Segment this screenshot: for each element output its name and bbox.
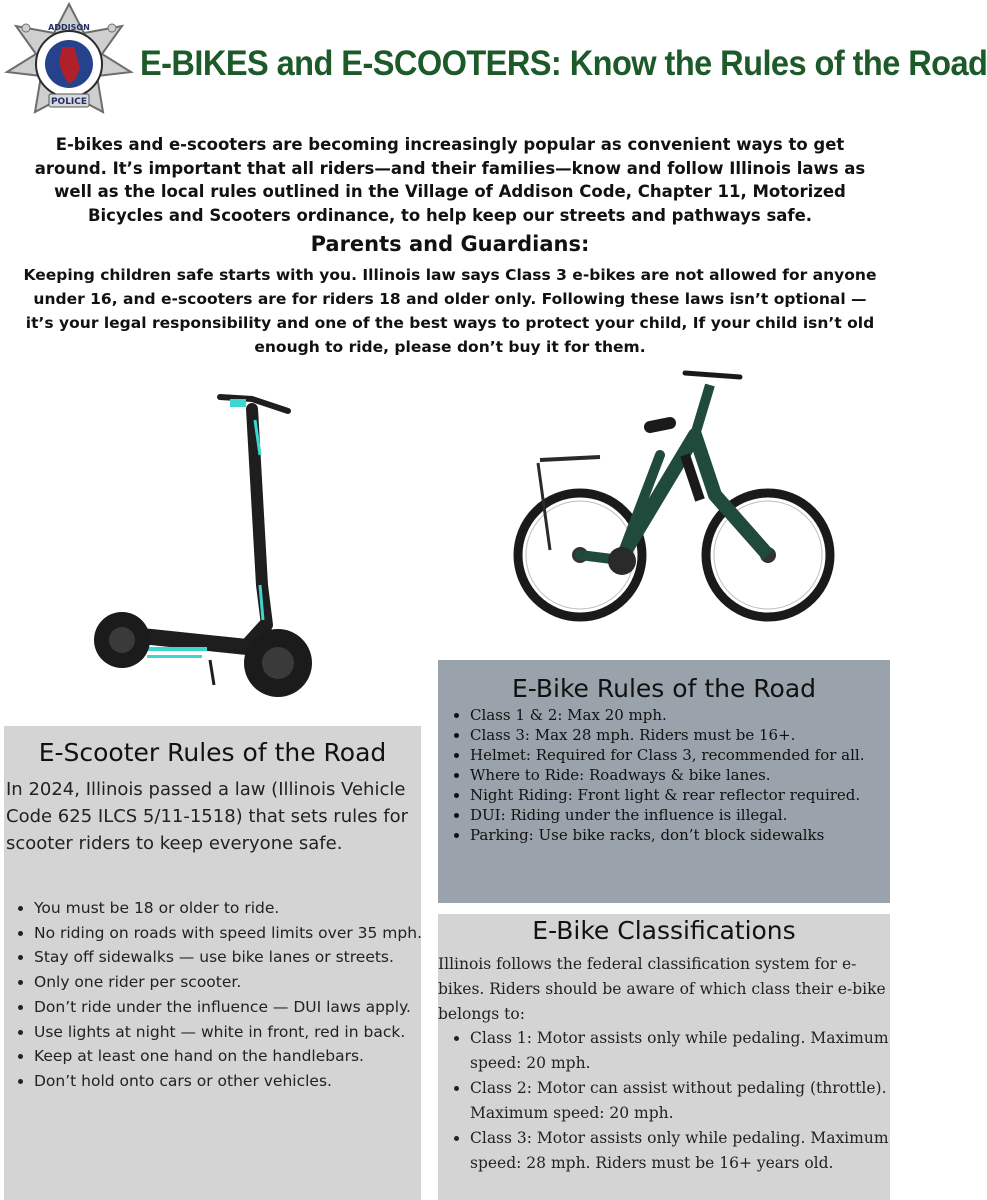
ebike-classifications-panel [438, 914, 890, 1200]
parents-heading: Parents and Guardians: [310, 232, 590, 256]
ebike-rules-heading: E-Bike Rules of the Road [511, 674, 817, 703]
escooter-rules-lead: In 2024, Illinois passed a law (Illinois Vehicle Code 625 ILCS 5/11-1518) that sets rules for scooter riders to keep everyone safe. [6, 779, 409, 854]
ebike-classifications-list [456, 1026, 890, 1176]
list-item: • Only one rider per scooter. [34, 970, 432, 995]
badge-bottom-text: POLICE [50, 97, 88, 107]
list-item: • Don’t ride under the influence — DUI laws apply. [34, 995, 432, 1020]
escooter-rules-heading: E-Scooter Rules of the Road [38, 738, 387, 767]
list-item: • Use lights at night — white in front, red in back. [34, 1020, 432, 1045]
escooter-rules-panel [4, 726, 421, 1200]
list-item: • Class 1: Motor assists only while pedaling. Maximum speed: 20 mph. [470, 1026, 890, 1076]
list-item: • Where to Ride: Roadways & bike lanes. [470, 766, 904, 785]
escooter-rules-list [16, 896, 432, 1094]
list-item: • Class 3: Motor assists only while pedaling. Maximum speed: 28 mph. Riders must be 16+ years old. [470, 1126, 890, 1176]
list-item: • Night Riding: Front light & rear reflector required. [470, 786, 904, 805]
list-item: • You must be 18 or older to ride. [34, 896, 432, 921]
ebike-classifications-heading: E-Bike Classifications [532, 916, 796, 945]
list-item: • Helmet: Required for Class 3, recommended for all. [470, 746, 904, 765]
list-item: • Stay off sidewalks — use bike lanes or streets. [34, 945, 432, 970]
ebike-rules-list [456, 706, 904, 846]
list-item: • Class 1 & 2: Max 20 mph. [470, 706, 904, 725]
page-title: E-BIKES and E-SCOOTERS: Know the Rules of the Road [140, 44, 987, 83]
ebike-classifications-lead: Illinois follows the federal classification system for e-bikes. Riders should be aware of which class their e-bike belongs to: [438, 955, 886, 1023]
police-badge-logo [4, 2, 134, 126]
parents-paragraph: Keeping children safe starts with you. Illinois law says Class 3 e-bikes are not allowed for anyone under 16, and e-scooters are for riders 18 and older only. Following these laws isn’t optional — it’s your legal responsibility and one of the best ways to protect your child, If your child isn’t old enough to ride, please don’t buy it for them. [23, 266, 877, 356]
list-item: • No riding on roads with speed limits over 35 mph. [34, 921, 432, 946]
badge-top-text: ADDISON [48, 23, 90, 32]
list-item: • Class 2: Motor can assist without pedaling (throttle). Maximum speed: 20 mph. [470, 1076, 890, 1126]
list-item: • Don’t hold onto cars or other vehicles. [34, 1069, 432, 1094]
list-item: • Keep at least one hand on the handlebars. [34, 1044, 432, 1069]
ebike-rules-panel [438, 660, 890, 903]
electric-bike-image [510, 365, 835, 635]
list-item: • Class 3: Max 28 mph. Riders must be 16+. [470, 726, 904, 745]
list-item: • DUI: Riding under the influence is illegal. [470, 806, 904, 825]
list-item: • Parking: Use bike racks, don’t block sidewalks [470, 826, 904, 845]
electric-scooter-image [92, 385, 322, 710]
intro-paragraph: E-bikes and e-scooters are becoming increasingly popular as convenient ways to get around. It’s important that all riders—and their families—know and follow Illinois laws as well as the local rules outlined in the Village of Addison Code, Chapter 11, Motorized Bicycles and Scooters ordinance, to help keep our streets and pathways safe. [34, 135, 866, 225]
